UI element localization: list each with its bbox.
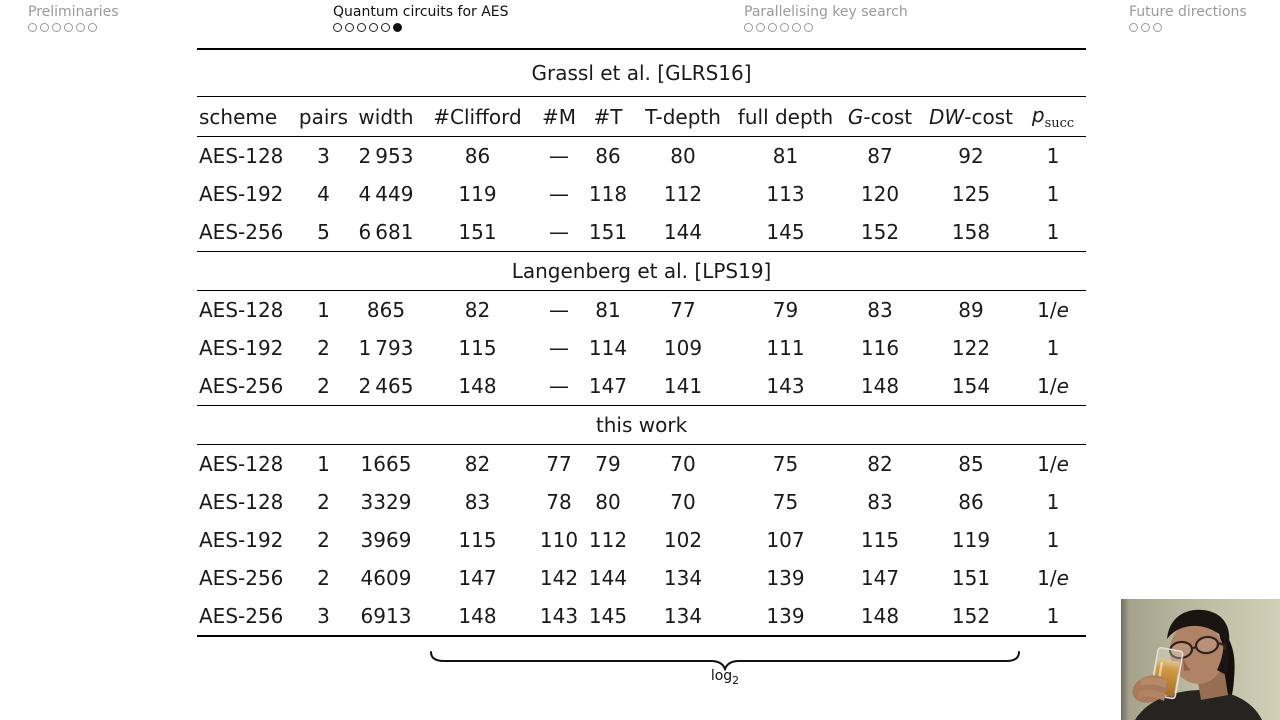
cell-m: — <box>549 298 569 322</box>
cell-dw-cost: 125 <box>951 182 991 206</box>
cell-t-depth: 134 <box>633 597 733 636</box>
cell-t: 114 <box>588 336 628 360</box>
column-header-g-cost: G-cost <box>838 97 922 137</box>
results-table-body <box>197 49 1086 636</box>
cell-full-depth: 139 <box>766 566 805 590</box>
progress-dot[interactable] <box>64 23 73 32</box>
cell-t: 80 <box>595 490 621 514</box>
cell-scheme: AES-256 <box>199 374 284 398</box>
table-row <box>197 291 1086 330</box>
cell-clifford: 119 <box>458 182 497 206</box>
cell-p-succ: 1 <box>1046 182 1060 206</box>
cell-full-depth: 75 <box>772 452 799 476</box>
cell-dw-cost: 122 <box>951 336 991 360</box>
nav-section-preliminaries[interactable] <box>28 4 119 32</box>
cell-width: 2 465 <box>358 374 414 398</box>
column-header-m: #M <box>535 97 583 137</box>
progress-dot[interactable] <box>804 23 813 32</box>
progress-dot[interactable] <box>76 23 85 32</box>
progress-dot[interactable] <box>1153 23 1162 32</box>
cell-p-succ: 1 <box>1020 597 1086 636</box>
cell-clifford: 147 <box>458 566 497 590</box>
cell-t: 147 <box>588 374 628 398</box>
cell-width: 3329 <box>360 490 412 514</box>
cell-g-cost: 116 <box>860 336 900 360</box>
cell-t-depth: 102 <box>663 528 703 552</box>
cell-pairs: 3 <box>295 597 352 636</box>
cell-dw-cost: 86 <box>958 490 984 514</box>
table-row <box>197 367 1086 406</box>
log-subscript: 2 <box>732 673 740 687</box>
progress-dot[interactable] <box>768 23 777 32</box>
progress-dot[interactable] <box>780 23 789 32</box>
cell-width: 865 <box>366 298 406 322</box>
cell-g-cost: 83 <box>867 490 893 514</box>
table-row <box>197 213 1086 252</box>
cell-full-depth: 139 <box>733 597 838 636</box>
column-header-full-depth: full depth <box>733 97 838 137</box>
cell-dw-cost: 151 <box>951 566 991 590</box>
cell-t-depth: 141 <box>663 374 703 398</box>
progress-dot[interactable] <box>1129 23 1138 32</box>
cell-pairs: 5 <box>317 220 330 244</box>
cell-m: 77 <box>546 452 572 476</box>
webcam-video-frame <box>1121 599 1280 720</box>
cell-t-depth: 70 <box>670 490 696 514</box>
cell-scheme: AES-192 <box>199 528 284 552</box>
column-header-t-depth: T-depth <box>633 97 733 137</box>
table-row <box>197 445 1086 484</box>
progress-dot[interactable] <box>744 23 753 32</box>
progress-dot-current[interactable] <box>393 23 402 32</box>
cell-scheme: AES-192 <box>199 336 284 360</box>
cell-scheme: AES-192 <box>199 182 284 206</box>
cell-g-cost: 148 <box>860 374 900 398</box>
cell-g-cost: 83 <box>867 298 893 322</box>
progress-dot[interactable] <box>345 23 354 32</box>
table-row <box>197 521 1086 559</box>
cell-pairs: 3 <box>317 144 330 168</box>
cell-pairs: 1 <box>317 452 330 476</box>
cell-m: 78 <box>546 490 572 514</box>
cell-m: 143 <box>535 597 583 636</box>
column-header-row <box>197 97 1086 137</box>
cell-t: 79 <box>595 452 621 476</box>
webcam-overlay <box>1121 599 1280 720</box>
cell-pairs: 2 <box>317 566 330 590</box>
cell-clifford: 83 <box>464 490 491 514</box>
table-row <box>197 329 1086 367</box>
cell-t: 151 <box>588 220 628 244</box>
cell-t: 118 <box>588 182 628 206</box>
cell-width: 1665 <box>360 452 412 476</box>
cell-p-succ: 1 <box>1046 220 1060 244</box>
cell-g-cost: 147 <box>860 566 900 590</box>
brace-label <box>655 668 795 687</box>
section-title: Grassl et al. [GLRS16] <box>197 49 1086 97</box>
progress-dot[interactable] <box>357 23 366 32</box>
cell-clifford: 151 <box>458 220 497 244</box>
column-header-pairs: pairs <box>295 97 352 137</box>
nav-section-quantum-circuits[interactable] <box>333 4 509 32</box>
column-header-clifford: #Clifford <box>420 97 535 137</box>
cell-scheme: AES-128 <box>199 452 284 476</box>
section-title: this work <box>197 406 1086 445</box>
cell-m: — <box>549 182 569 206</box>
cell-t-depth: 112 <box>663 182 703 206</box>
cell-scheme: AES-256 <box>199 566 284 590</box>
nav-section-label: Future directions <box>1129 4 1247 20</box>
cell-scheme: AES-128 <box>199 298 284 322</box>
cell-full-depth: 145 <box>766 220 805 244</box>
cell-width: 4609 <box>360 566 412 590</box>
cell-width: 6913 <box>352 597 420 636</box>
cell-dw-cost: 89 <box>958 298 984 322</box>
progress-dot[interactable] <box>381 23 390 32</box>
cell-width: 3969 <box>360 528 412 552</box>
table-section-title-row <box>197 49 1086 97</box>
progress-dot[interactable] <box>88 23 97 32</box>
table-section-title-row <box>197 252 1086 291</box>
cell-t: 81 <box>595 298 621 322</box>
cell-scheme: AES-128 <box>199 490 284 514</box>
cell-g-cost: 87 <box>867 144 893 168</box>
cell-m: — <box>549 144 569 168</box>
cell-full-depth: 143 <box>766 374 805 398</box>
cell-clifford: 82 <box>464 298 491 322</box>
cell-pairs: 4 <box>317 182 330 206</box>
cell-dw-cost: 154 <box>951 374 991 398</box>
progress-dot[interactable] <box>792 23 801 32</box>
cell-pairs: 2 <box>317 336 330 360</box>
cell-pairs: 1 <box>317 298 330 322</box>
cell-dw-cost: 158 <box>951 220 991 244</box>
cell-t: 145 <box>583 597 633 636</box>
cell-clifford: 148 <box>420 597 535 636</box>
cell-m: — <box>549 374 569 398</box>
cell-t-depth: 144 <box>663 220 703 244</box>
cell-dw-cost: 92 <box>958 144 984 168</box>
cell-dw-cost: 152 <box>922 597 1020 636</box>
column-header-dw-cost: DW-cost <box>922 97 1020 137</box>
table-row <box>197 483 1086 521</box>
cell-g-cost: 120 <box>860 182 900 206</box>
table-row <box>197 559 1086 597</box>
cell-pairs: 2 <box>317 374 330 398</box>
progress-dot[interactable] <box>756 23 765 32</box>
cell-clifford: 115 <box>458 336 497 360</box>
cell-scheme: AES-256 <box>199 220 284 244</box>
cell-m: 110 <box>539 528 579 552</box>
table-row <box>197 137 1086 176</box>
cell-pairs: 2 <box>317 490 330 514</box>
table-row <box>197 597 1086 636</box>
cell-p-succ: 1 <box>1046 336 1060 360</box>
log-text: log <box>710 668 733 684</box>
cell-p-succ: 1/e <box>1037 452 1069 476</box>
cell-full-depth: 79 <box>772 298 799 322</box>
table-row <box>197 175 1086 213</box>
cell-t: 86 <box>595 144 621 168</box>
cell-g-cost: 82 <box>867 452 893 476</box>
table-section-title-row <box>197 406 1086 445</box>
cell-p-succ: 1/e <box>1037 374 1069 398</box>
cell-m: 142 <box>539 566 579 590</box>
cell-dw-cost: 85 <box>958 452 984 476</box>
progress-dots <box>744 23 908 32</box>
cell-scheme: AES-128 <box>199 144 284 168</box>
cell-m: — <box>549 336 569 360</box>
cell-p-succ: 1 <box>1046 490 1060 514</box>
progress-dots <box>28 23 119 32</box>
cell-full-depth: 111 <box>766 336 805 360</box>
column-header-t: #T <box>583 97 633 137</box>
cell-g-cost: 115 <box>860 528 900 552</box>
cell-full-depth: 81 <box>772 144 799 168</box>
column-header-width: width <box>352 97 420 137</box>
cell-scheme: AES-256 <box>197 597 295 636</box>
cell-clifford: 148 <box>458 374 497 398</box>
cell-clifford: 86 <box>464 144 491 168</box>
cell-full-depth: 113 <box>766 182 805 206</box>
cell-pairs: 2 <box>317 528 330 552</box>
progress-dots <box>333 23 509 32</box>
cell-p-succ: 1/e <box>1037 566 1069 590</box>
cell-t-depth: 80 <box>670 144 696 168</box>
cell-t-depth: 77 <box>670 298 696 322</box>
section-title: Langenberg et al. [LPS19] <box>197 252 1086 291</box>
cell-full-depth: 75 <box>772 490 799 514</box>
cell-width: 4 449 <box>358 182 414 206</box>
cell-dw-cost: 119 <box>951 528 991 552</box>
cell-p-succ: 1/e <box>1037 298 1069 322</box>
progress-dot[interactable] <box>40 23 49 32</box>
nav-section-parallelising-key-search[interactable] <box>744 4 908 32</box>
nav-section-label: Preliminaries <box>28 4 119 20</box>
nav-section-label: Quantum circuits for AES <box>333 4 509 20</box>
progress-dot[interactable] <box>52 23 61 32</box>
cell-m: — <box>549 220 569 244</box>
column-header-p-succ: $p_{succ}$ <box>1020 97 1086 137</box>
cell-p-succ: 1 <box>1046 528 1060 552</box>
column-header-scheme: scheme <box>197 97 295 137</box>
cell-width: 1 793 <box>358 336 414 360</box>
cell-t-depth: 70 <box>670 452 696 476</box>
nav-section-future-directions[interactable] <box>1129 4 1247 32</box>
cell-g-cost: 148 <box>838 597 922 636</box>
cell-t: 112 <box>588 528 628 552</box>
cell-t: 144 <box>588 566 628 590</box>
cell-width: 2 953 <box>358 144 414 168</box>
cell-t-depth: 134 <box>663 566 703 590</box>
results-table-wrap <box>197 48 1086 637</box>
cell-clifford: 115 <box>458 528 497 552</box>
cell-width: 6 681 <box>358 220 414 244</box>
cell-g-cost: 152 <box>860 220 900 244</box>
cell-clifford: 82 <box>464 452 491 476</box>
cell-t-depth: 109 <box>663 336 703 360</box>
progress-dot[interactable] <box>333 23 342 32</box>
progress-dot[interactable] <box>28 23 37 32</box>
progress-dot[interactable] <box>369 23 378 32</box>
cell-full-depth: 107 <box>766 528 805 552</box>
progress-dot[interactable] <box>1141 23 1150 32</box>
nav-section-label: Parallelising key search <box>744 4 908 20</box>
cell-p-succ: 1 <box>1046 144 1060 168</box>
progress-dots <box>1129 23 1247 32</box>
results-table <box>197 48 1086 637</box>
